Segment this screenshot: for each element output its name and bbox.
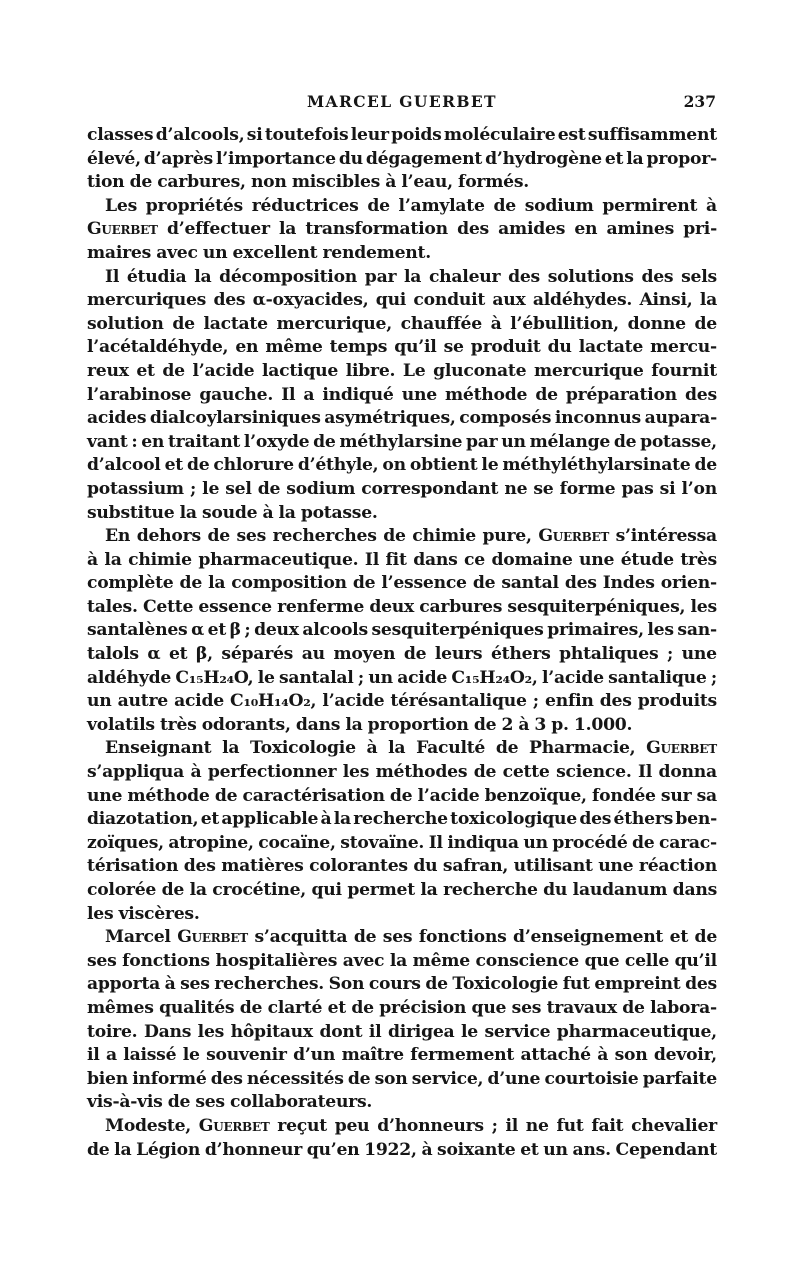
text-line: En dehors de ses recherches de chimie pure, Guerbet s’intéressa xyxy=(105,526,717,547)
text-line: mêmes qualités de clarté et de précision que ses travaux de labora- xyxy=(87,997,717,1018)
text-line: mercuriques des α-oxyacides, qui conduit aux aldéhydes. Ainsi, la xyxy=(87,290,717,311)
text-line: toire. Dans les hôpitaux dont il dirigea le service pharmaceutique, xyxy=(87,1021,717,1042)
paragraph xyxy=(87,195,717,266)
text-line: vis-à-vis de ses collaborateurs. xyxy=(87,1092,373,1113)
text-line: solution de lactate mercurique, chauffée à l’ébullition, donne de xyxy=(87,313,717,334)
paragraph xyxy=(87,124,717,195)
body-text xyxy=(87,124,717,1162)
text-line: s’appliqua à perfectionner les méthodes de cette science. Il donna xyxy=(87,762,717,783)
text-line: volatils très odorants, dans la proportion de 2 à 3 p. 1.000. xyxy=(87,714,633,735)
text-line: vant : en traitant l’oxyde de méthylarsine par un mélange de potasse, xyxy=(87,431,717,452)
text-line: tales. Cette essence renferme deux carbures sesquiterpéniques, les xyxy=(87,596,717,617)
text-line: Guerbet d’effectuer la transformation des amides en amines pri- xyxy=(87,219,717,240)
paragraph xyxy=(87,737,717,926)
text-line: ses fonctions hospitalières avec la même conscience que celle qu’il xyxy=(87,950,717,971)
text-line: l’acétaldéhyde, en même temps qu’il se produit du lactate mercu- xyxy=(87,337,717,358)
text-line: colorée de la crocétine, qui permet la recherche du laudanum dans xyxy=(87,880,717,900)
text-line: talols α et β, séparés au moyen de leurs éthers phtaliques ; une xyxy=(87,644,717,665)
text-line: santalènes α et β ; deux alcools sesquiterpéniques primaires, les san- xyxy=(87,620,717,641)
page-number: 237 xyxy=(683,92,716,111)
text-line: potassium ; le sel de sodium correspondant ne se forme pas si l’on xyxy=(87,478,717,499)
paragraph xyxy=(87,525,717,737)
text-line: térisation des matières colorantes du safran, utilisant une réaction xyxy=(87,856,717,877)
paragraph xyxy=(87,1115,717,1162)
text-line: d’alcool et de chlorure d’éthyle, on obtient le méthyléthylarsinate de xyxy=(87,455,717,476)
text-line: une méthode de caractérisation de l’acide benzoïque, fondée sur sa xyxy=(87,785,717,806)
text-line: l’arabinose gauche. Il a indiqué une méthode de préparation des xyxy=(87,384,717,405)
text-line: apporta à ses recherches. Son cours de Toxicologie fut empreint des xyxy=(87,974,717,995)
text-line: classes d’alcools, si toutefois leur poids moléculaire est suffisamment xyxy=(87,125,717,145)
text-line: tion de carbures, non miscibles à l’eau, formés. xyxy=(87,172,529,193)
paragraph xyxy=(87,266,717,526)
text-line: substitue la soude à la potasse. xyxy=(87,502,378,523)
running-title: MARCEL GUERBET xyxy=(306,92,497,111)
text-line: il a laissé le souvenir d’un maître fermement attaché à son devoir, xyxy=(87,1045,717,1066)
text-line: un autre acide C₁₀H₁₄O₂, l’acide térésantalique ; enfin des produits xyxy=(87,691,717,712)
text-line: les viscères. xyxy=(87,903,200,924)
text-line: Marcel Guerbet s’acquitta de ses fonctions d’enseignement et de xyxy=(105,927,717,948)
text-line: élevé, d’après l’importance du dégagement d’hydrogène et la propor- xyxy=(87,148,717,169)
text-line: Il étudia la décomposition par la chaleur des solutions des sels xyxy=(105,266,717,287)
text-line: Enseignant la Toxicologie à la Faculté de Pharmacie, Guerbet xyxy=(105,738,717,759)
text-line: reux et de l’acide lactique libre. Le gluconate mercurique fournit xyxy=(87,360,717,381)
text-line: acides dialcoylarsiniques asymétriques, composés inconnus aupara- xyxy=(87,408,717,429)
text-line: à la chimie pharmaceutique. Il fit dans ce domaine une étude très xyxy=(87,549,717,570)
paragraph xyxy=(87,926,717,1115)
text-line: Les propriétés réductrices de l’amylate de sodium permirent à xyxy=(105,195,717,216)
text-line: aldéhyde C₁₅H₂₄O, le santalal ; un acide C₁₅H₂₄O₂, l’acide santalique ; xyxy=(87,667,717,688)
text-line: Modeste, Guerbet reçut peu d’honneurs ; il ne fut fait chevalier xyxy=(105,1115,717,1136)
text-line: maires avec un excellent rendement. xyxy=(87,242,431,263)
text-line: diazotation, et applicable à la recherche toxicologique des éthers ben- xyxy=(87,809,717,830)
text-line: de la Légion d’honneur qu’en 1922, à soixante et un ans. Cependant xyxy=(87,1139,717,1160)
text-line: zoïques, atropine, cocaïne, stovaïne. Il indiqua un procédé de carac- xyxy=(87,832,717,853)
text-line: complète de la composition de l’essence de santal des Indes orien- xyxy=(87,573,717,594)
running-head xyxy=(88,92,716,118)
text-line: bien informé des nécessités de son service, d’une courtoisie parfaite xyxy=(87,1068,717,1089)
